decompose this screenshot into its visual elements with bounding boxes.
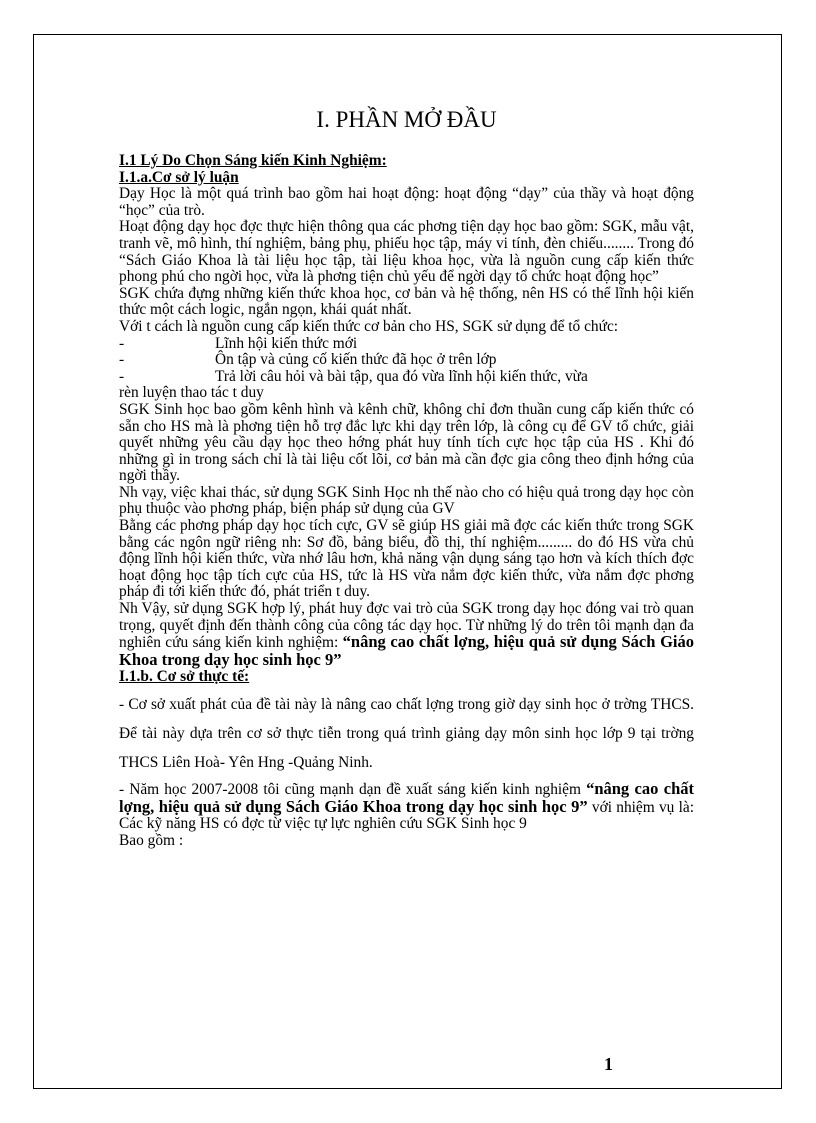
paragraph: Dạy Học là một quá trình bao gồm hai hoạt động: hoạt động “dạy” của thầy và hoạt động “học” của trò. bbox=[119, 185, 694, 219]
bullet-dash: - bbox=[119, 334, 125, 352]
paragraph bbox=[119, 781, 694, 833]
subsection-heading-1b: I.1.b. Cơ sở thực tế: bbox=[119, 668, 250, 686]
paragraph: Nh vạy, việc khai thác, sử dụng SGK Sinh Học nh thế nào cho có hiệu quả trong dạy học còn phụ thuộc vào phơng pháp, biện pháp sử dụng của GV bbox=[119, 483, 694, 518]
document-body bbox=[119, 107, 694, 849]
list-item-text: Ôn tập và củng cố kiến thức đã học ở trên lớp bbox=[215, 351, 497, 369]
project-title-emphasis: “nâng cao chất lợng, hiệu quả sử dụng Sách Giáo Khoa trong dạy học sinh học 9” bbox=[119, 632, 694, 669]
project-title-emphasis: “nâng cao chất lợng, hiệu quả sử dụng Sách Giáo Khoa trong dạy học sinh học 9” bbox=[119, 779, 694, 816]
list-item bbox=[119, 369, 694, 386]
paragraph: SGK Sinh học bao gồm kênh hình và kênh chữ, không chỉ đơn thuần cung cấp kiến thức có sẵn cho HS mà là phơng tiện hỗ trợ đắc lực khi dạy trên lớp, là công cụ để GV tổ chức, giải quyết những yêu cầu dạy học theo hớng phát huy tính tích cực học tập của HS . Khi đó những gì in trong sách chỉ là tài liệu cốt lõi, cơ bản mà cần đợc gia công theo định hớng của ngời thầy. bbox=[119, 400, 694, 485]
paragraph-text: Nh Vậy, sử dụng SGK hợp lý, phát huy đợc vai trò của SGK trong dạy học đóng vai trò quan trọng, quyết định đến thành công của công tác dạy học. Từ những lý do trên tôi mạnh dạn đa nghiên cứu sáng kiến kinh nghiệm: bbox=[119, 600, 694, 652]
paragraph: SGK chứa đựng những kiến thức khoa học, cơ bản và hệ thống, nên HS có thể lĩnh hội kiến thức một cách logic, ngắn ngọn, khái quát nhất. bbox=[119, 284, 694, 319]
list-item bbox=[119, 352, 694, 369]
page-number: 1 bbox=[604, 1054, 613, 1074]
bullet-dash: - bbox=[119, 351, 125, 369]
paragraph: Hoạt động dạy học đợc thực hiện thông qua các phơng tiện dạy học bao gồm: SGK, mẫu vật, tranh vẽ, mô hình, thí nghiệm, bảng phụ, phiếu học tập, máy vi tính, đèn chiếu........ Trong đó “Sách Giáo Khoa là tài liệu học tập, tài liệu khoa học, vừa là nguồn cung cấp kiến thức phong phú cho ngời học, vừa là phơng tiện chủ yếu để ngời dạy tổ chức hoạt động học” bbox=[119, 218, 694, 286]
bullet-dash: - bbox=[119, 367, 125, 385]
subsection-heading-1a: I.1.a.Cơ sở lý luận bbox=[119, 168, 239, 186]
section-heading-1: I.1 Lý Do Chọn Sáng kiến Kinh Nghiệm: bbox=[119, 152, 387, 169]
list-item-text: Trả lời câu hỏi và bài tập, qua đó vừa lĩnh hội kiến thức, vừa bbox=[215, 367, 588, 385]
paragraph: - Cơ sở xuất phát của đề tài này là nâng cao chất lợng trong giờ dạy sinh học ở trờng THCS. Để tài này dựa trên cơ sở thực tiễn trong quá trình giảng dạy môn sinh học lớp 9 tại trờng THCS Liên Hoà- Yên Hng -Quảng Ninh. bbox=[119, 696, 694, 771]
paragraph-text: với nhiệm vụ là: Các kỹ năng HS có đợc từ việc tự lực nghiên cứu SGK Sinh học 9 bbox=[119, 798, 694, 833]
paragraph: Bằng các phơng pháp dạy học tích cực, GV sẽ giúp HS giải mã đợc các kiến thức trong SGK bằng các ngôn ngữ riêng nh: Sơ đồ, bảng biểu, đồ thị, thí nghiệm......... do đó HS vừa chủ động lĩnh hội kiến thức, vừa nhớ lâu hơn, khả năng vận dụng sáng tạo hơn và kích thích đợc hoạt động học tập tích cực của HS, tức là HS vừa nắm đợc kiến thức, vừa nắm đợc phơng pháp đi tới kiến thức đó, phát triển t duy. bbox=[119, 517, 694, 601]
page-title: I. PHẦN MỞ ĐẦU bbox=[316, 107, 497, 132]
paragraph: rèn luyện thao tác t duy bbox=[119, 384, 264, 402]
paragraph: Bao gồm : bbox=[119, 831, 184, 849]
paragraph bbox=[119, 601, 694, 669]
paragraph: Với t cách là nguồn cung cấp kiến thức cơ bản cho HS, SGK sử dụng để tổ chức: bbox=[119, 317, 619, 335]
paragraph-text: - Năm học 2007-2008 tôi cũng mạnh dạn đề xuất sáng kiến kinh nghiệm bbox=[119, 781, 581, 798]
list-item bbox=[119, 336, 694, 353]
list-item-text: Lĩnh hội kiến thức mới bbox=[215, 334, 358, 352]
